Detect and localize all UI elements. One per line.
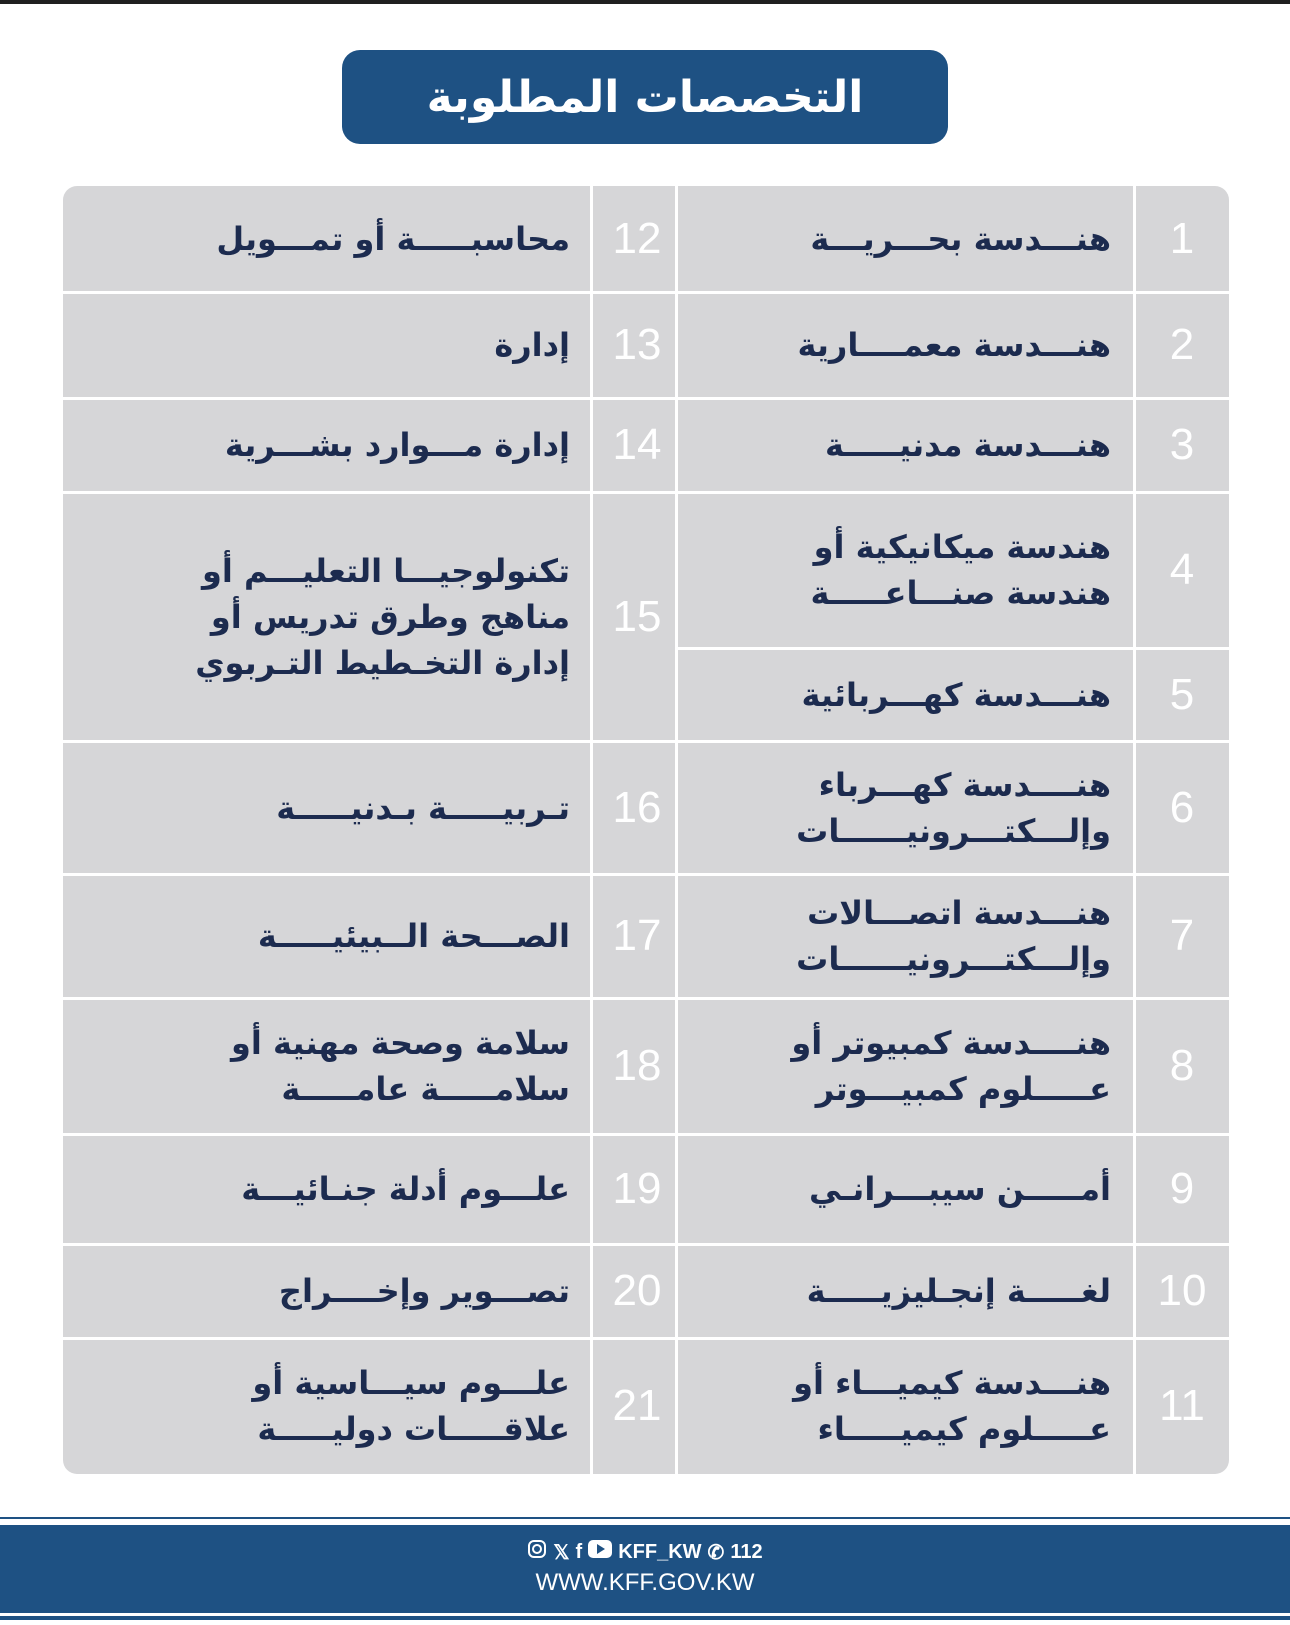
specialization-line: سلامة وصحة مهنية أو (230, 1024, 570, 1062)
specialization-line: علاقـــــات دوليـــــة (257, 1410, 570, 1448)
specialization-name (700, 998, 1111, 1134)
row-number: 10 (1157, 1266, 1207, 1315)
specialization-line: إدارة التخـطيط التـربوي (195, 643, 570, 682)
specializations-table (63, 186, 1229, 1474)
specialization-name (83, 398, 570, 492)
row-number: 4 (1169, 545, 1195, 594)
specialization-name (700, 1134, 1111, 1244)
specialization-line: محاسبـــــة أو تمـــويل (216, 220, 570, 258)
specialization-name (83, 1338, 570, 1474)
row-number: 13 (612, 320, 662, 369)
specialization-line: هنـــدسة بحـــريـــة (810, 220, 1111, 258)
row-number: 8 (1169, 1041, 1195, 1090)
specialization-name (83, 186, 570, 292)
bottom-border (0, 1616, 1290, 1620)
column-divider (590, 186, 593, 1474)
facebook-icon[interactable]: f (575, 1540, 583, 1563)
row-number: 11 (1159, 1381, 1205, 1430)
row-number: 20 (612, 1266, 662, 1315)
specialization-line: وإلـــكتـــرونيــــــات (796, 811, 1111, 850)
row-number: 15 (612, 591, 662, 641)
specialization-name (700, 874, 1111, 998)
specialization-line: عـــــلوم كمبيـــوتر (815, 1070, 1111, 1108)
row-number: 2 (1169, 320, 1195, 369)
specialization-line: عـــــلوم كيميـــــاء (817, 1410, 1111, 1448)
row-number: 12 (612, 214, 662, 263)
specialization-name (700, 741, 1111, 874)
specialization-name (700, 398, 1111, 492)
specialization-name (700, 186, 1111, 292)
specialization-name (700, 1244, 1111, 1338)
specialization-name (83, 292, 570, 398)
phone-number: 112 (730, 1540, 763, 1563)
specialization-line: هنـــدسة مدنيـــــة (824, 426, 1111, 464)
row-number: 18 (612, 1041, 662, 1090)
specialization-name (83, 1244, 570, 1338)
website-url[interactable]: WWW.KFF.GOV.KW (535, 1569, 755, 1596)
specialization-line: أمـــــن سيبـــرانـي (808, 1170, 1111, 1208)
specialization-line: هنـــدسة كهـــربائية (801, 675, 1111, 714)
footer-divider (0, 1517, 1290, 1519)
row-number: 17 (612, 911, 662, 960)
social-row (0, 1537, 1290, 1567)
specialization-line: تـربيـــــة بـدنيـــــة (276, 788, 570, 827)
specialization-line: علـــوم سيـــاسية أو (252, 1364, 570, 1402)
specialization-name (700, 1338, 1111, 1474)
row-number: 21 (612, 1381, 662, 1430)
specialization-name (700, 492, 1111, 648)
specialization-line: إدارة (494, 326, 570, 364)
row-number: 1 (1169, 214, 1195, 263)
specialization-line: إدارة مـــوارد بشـــرية (224, 426, 570, 464)
footer (0, 1525, 1290, 1613)
specialization-name (83, 741, 570, 874)
row-number: 7 (1169, 911, 1195, 960)
row-number: 3 (1169, 420, 1195, 469)
top-border (0, 0, 1290, 4)
specialization-name (83, 1134, 570, 1244)
specialization-line: هنـــدسة معمــــارية (797, 326, 1111, 364)
specialization-line: هنــــدسة كهـــرباء (818, 765, 1111, 804)
specialization-line: هندسة صنـــاعـــــة (810, 574, 1111, 612)
phone-icon: ✆ (707, 1541, 725, 1564)
page-title: التخصصات المطلوبة (426, 71, 864, 123)
social-handle: KFF_KW (618, 1540, 702, 1563)
row-number: 19 (612, 1164, 662, 1213)
specialization-line: لغـــــة إنجـليزيـــــة (806, 1272, 1111, 1310)
row-number: 9 (1169, 1164, 1195, 1213)
row-number: 5 (1169, 669, 1195, 719)
specialization-name (700, 292, 1111, 398)
specialization-line: هنـــدسة اتصـــالات (807, 894, 1111, 932)
specialization-line: هندسة ميكانيكية أو (813, 528, 1111, 566)
specialization-line: علـــوم أدلة جنـائيـــة (241, 1170, 570, 1208)
specialization-line: مناهج وطرق تدريس أو (210, 597, 570, 636)
row-number: 14 (612, 420, 662, 469)
instagram-icon[interactable] (527, 1539, 547, 1565)
specialization-line: هنــــدسة كمبيوتر أو (791, 1024, 1111, 1062)
specialization-name (700, 648, 1111, 741)
specialization-line: تصـــوير وإخــــراج (278, 1272, 570, 1310)
youtube-icon[interactable] (588, 1540, 612, 1564)
specialization-line: سلامـــــة عامـــــة (281, 1070, 570, 1108)
specialization-line: هنـــدسة كيميـــاء أو (793, 1364, 1111, 1402)
row-number: 6 (1169, 782, 1195, 832)
x-icon[interactable]: 𝕏 (553, 1541, 570, 1564)
specialization-name (83, 874, 570, 998)
specialization-line: الصـــحة الــبيئيـــــة (257, 917, 570, 955)
specialization-name (83, 998, 570, 1134)
title-banner (342, 50, 948, 144)
row-number: 16 (612, 782, 662, 832)
specialization-line: وإلـــكتـــرونيــــــات (796, 940, 1111, 978)
specialization-line: تكنولوجيـــا التعليـــم أو (201, 551, 570, 590)
specialization-name (83, 492, 570, 741)
